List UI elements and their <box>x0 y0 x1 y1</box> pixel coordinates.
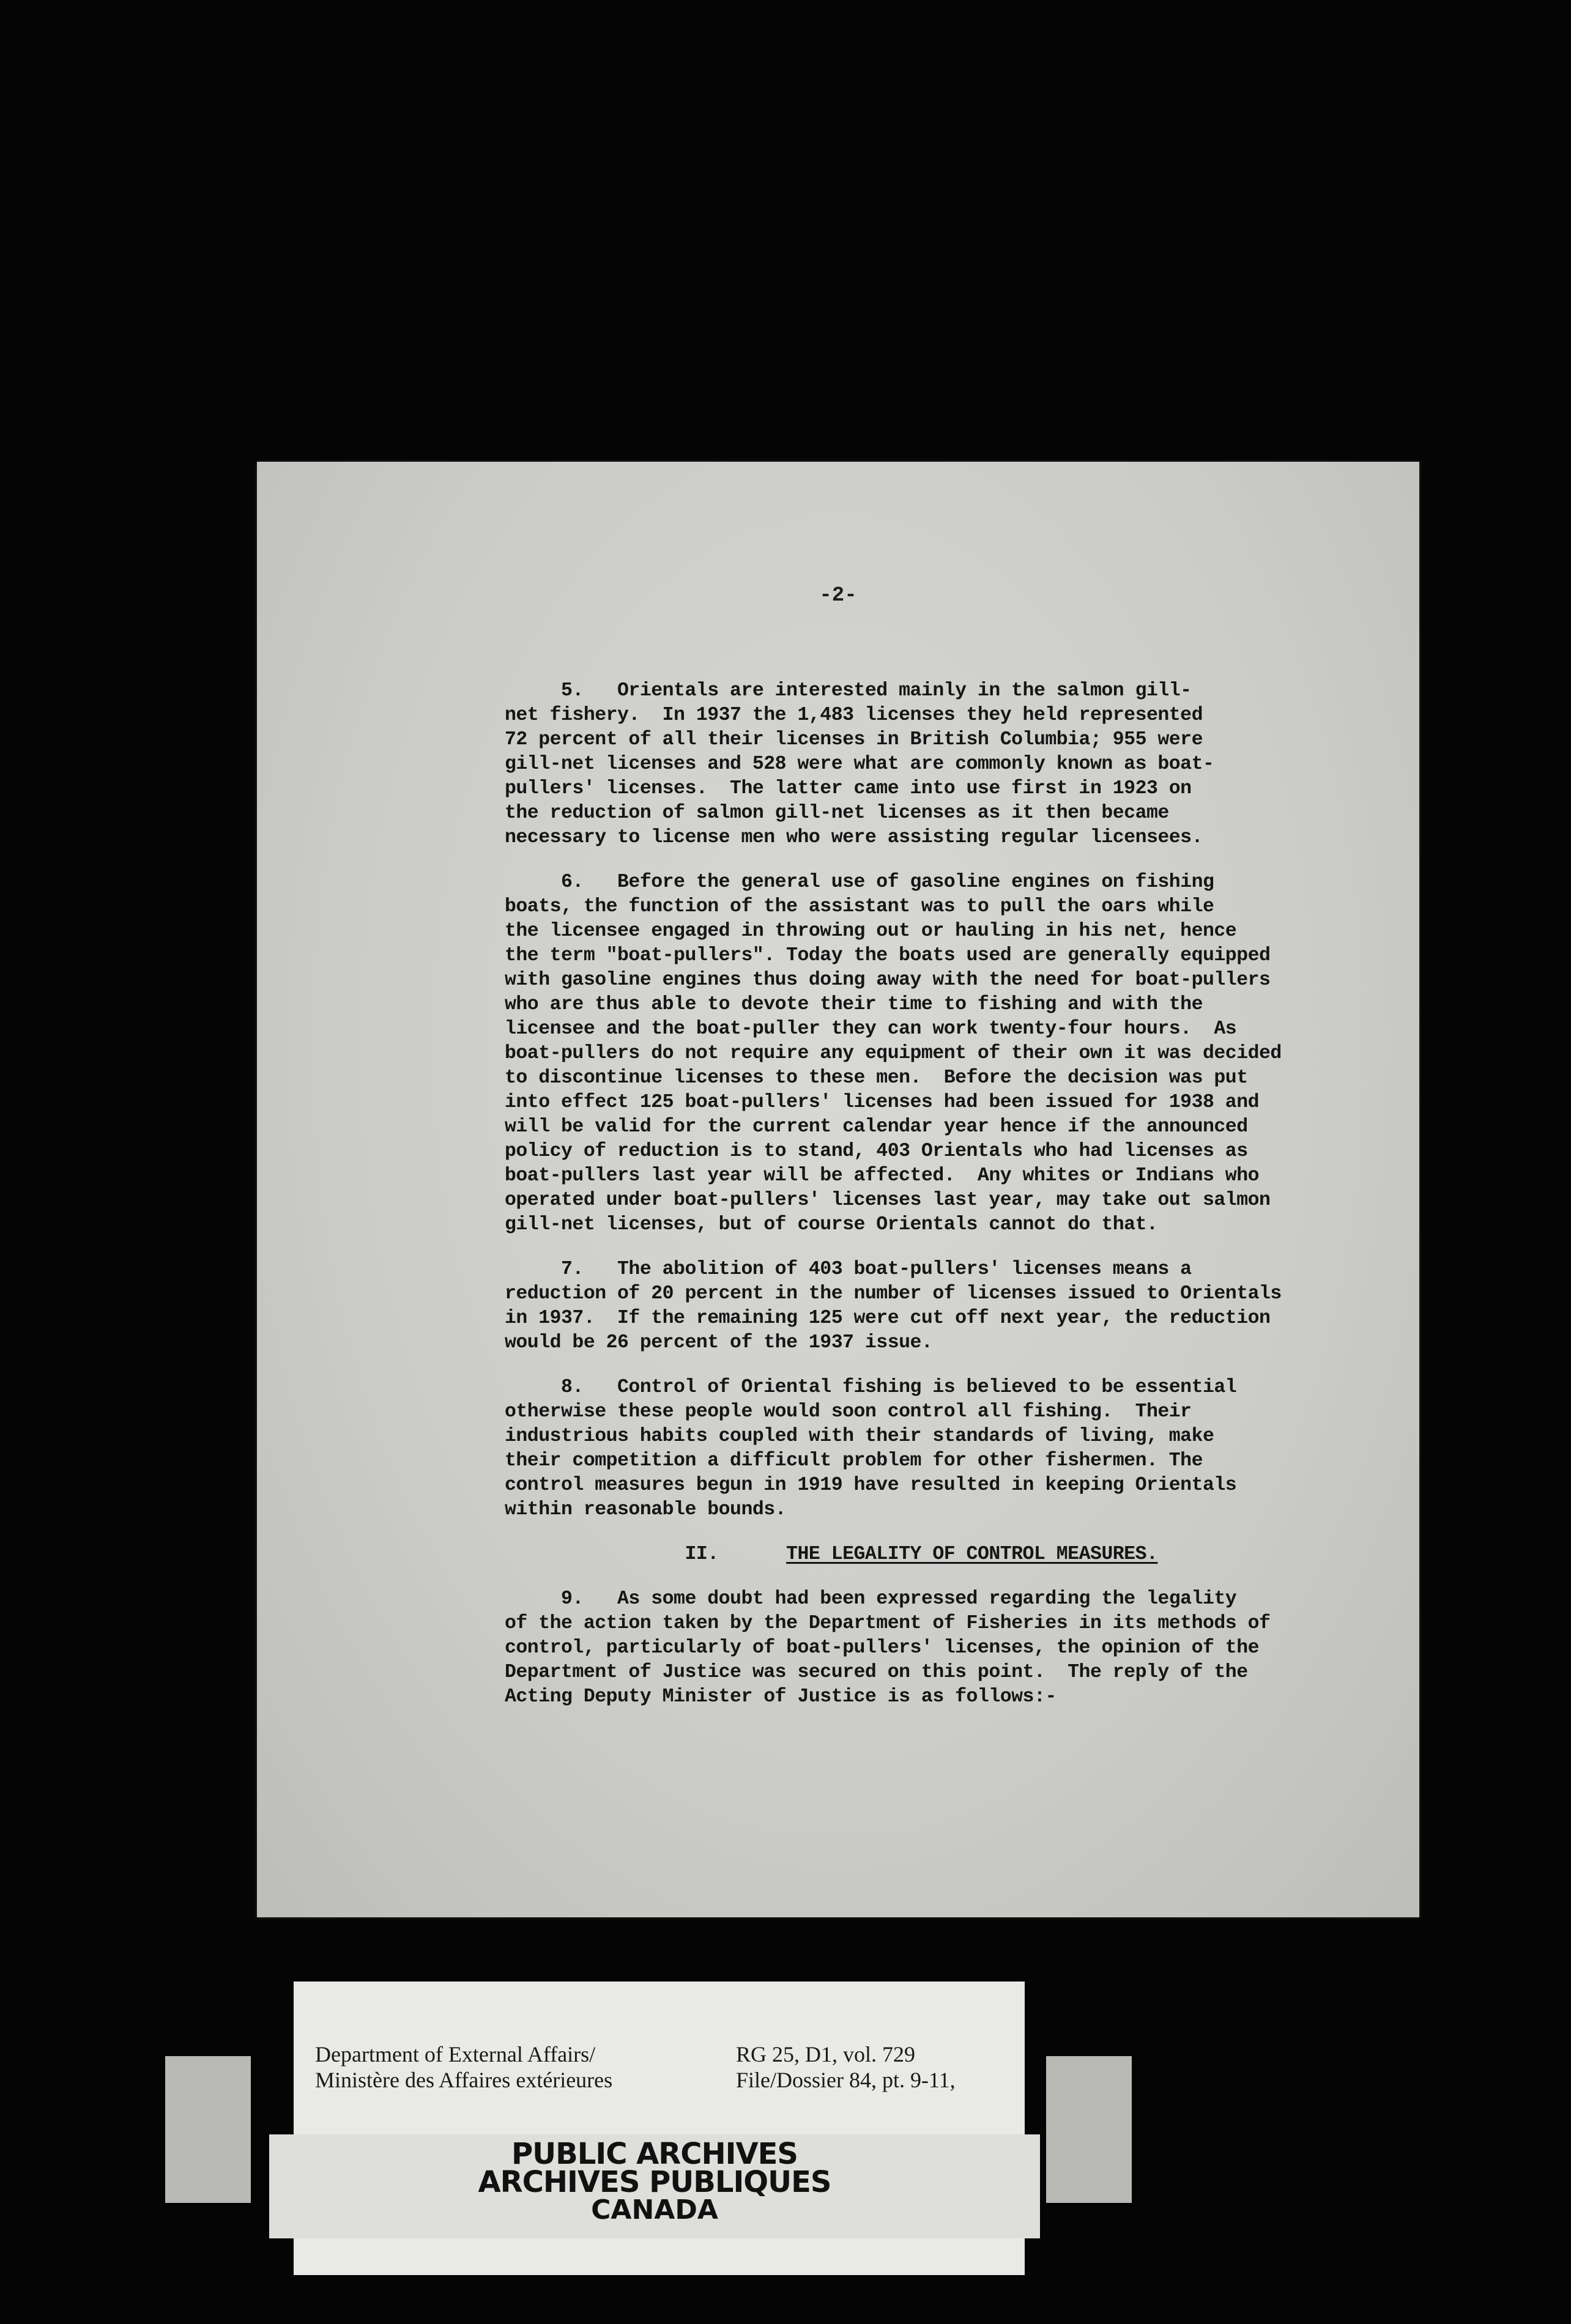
stamp-canada: CANADA <box>591 2194 718 2226</box>
text-line: 7. The abolition of 403 boat-pullers' licenses means a <box>505 1259 1192 1280</box>
text-line: 9. As some doubt had been expressed regarding the legality <box>505 1588 1237 1610</box>
text-line: industrious habits coupled with their standards of living, make <box>505 1426 1214 1447</box>
typed-document-page <box>257 462 1419 1917</box>
text-line: 72 percent of all their licenses in British Columbia; 955 were <box>505 729 1203 750</box>
paragraph-9 <box>505 1587 1422 1709</box>
stamp-archives-publiques: ARCHIVES PUBLIQUES <box>478 2165 831 2199</box>
text-line: the reduction of salmon gill-net licenses as it then became <box>505 802 1169 824</box>
text-line: boat-pullers do not require any equipment of their own it was decided <box>505 1043 1282 1064</box>
text-line: will be valid for the current calendar year hence if the announced <box>505 1116 1248 1138</box>
section-number: II. <box>685 1544 719 1565</box>
text-line: licensee and the boat-puller they can work twenty-four hours. As <box>505 1018 1237 1040</box>
text-line: otherwise these people would soon control all fishing. Their <box>505 1401 1192 1423</box>
text-line: the term "boat-pullers". Today the boats used are generally equipped <box>505 945 1271 966</box>
text-line: gill-net licenses and 528 were what are commonly known as boat- <box>505 753 1214 775</box>
text-line: 6. Before the general use of gasoline engines on fishing <box>505 871 1214 893</box>
text-line: policy of reduction is to stand, 403 Orientals who had licenses as <box>505 1141 1248 1162</box>
department-french: Ministère des Affaires extérieures <box>315 2068 613 2092</box>
text-line: with gasoline engines thus doing away with the need for boat-pullers <box>505 969 1271 991</box>
stamp-public-archives: PUBLIC ARCHIVES <box>511 2137 798 2171</box>
text-line: Acting Deputy Minister of Justice is as follows:- <box>505 1686 1057 1708</box>
text-line: would be 26 percent of the 1937 issue. <box>505 1332 933 1353</box>
text-line: the licensee engaged in throwing out or hauling in his net, hence <box>505 920 1237 942</box>
text-line: their competition a difficult problem for other fishermen. The <box>505 1450 1203 1471</box>
paragraph-8 <box>505 1375 1422 1522</box>
paragraph-5 <box>505 679 1422 850</box>
document-body <box>505 679 1422 1730</box>
text-line: 5. Orientals are interested mainly in the salmon gill- <box>505 680 1192 701</box>
text-line: into effect 125 boat-pullers' licenses had been issued for 1938 and <box>505 1092 1260 1113</box>
text-line: boats, the function of the assistant was to pull the oars while <box>505 896 1214 917</box>
text-line: in 1937. If the remaining 125 were cut off next year, the reduction <box>505 1308 1271 1329</box>
text-line: control measures begun in 1919 have resulted in keeping Orientals <box>505 1475 1237 1496</box>
text-line: within reasonable bounds. <box>505 1499 787 1520</box>
text-line: who are thus able to devote their time to fishing and with the <box>505 994 1203 1015</box>
section-heading <box>505 1542 1422 1567</box>
text-line: to discontinue licenses to these men. Before the decision was put <box>505 1067 1248 1089</box>
text-line: necessary to license men who were assisting regular licensees. <box>505 827 1203 848</box>
text-line: operated under boat-pullers' licenses last year, may take out salmon <box>505 1190 1271 1211</box>
paragraph-6 <box>505 870 1422 1237</box>
text-line: pullers' licenses. The latter came into use first in 1923 on <box>505 778 1192 799</box>
text-line: reduction of 20 percent in the number of licenses issued to Orientals <box>505 1283 1282 1304</box>
text-line: of the action taken by the Department of Fisheries in its methods of <box>505 1613 1271 1634</box>
text-line: net fishery. In 1937 the 1,483 licenses they held represented <box>505 705 1203 726</box>
text-line: gill-net licenses, but of course Orientals cannot do that. <box>505 1214 1158 1235</box>
text-line: Department of Justice was secured on this point. The reply of the <box>505 1662 1248 1683</box>
archive-file: File/Dossier 84, pt. 9-11, <box>736 2068 956 2092</box>
archive-reference: RG 25, D1, vol. 729 <box>736 2042 916 2067</box>
text-line: boat-pullers last year will be affected. Any whites or Indians who <box>505 1165 1260 1186</box>
page-number: -2- <box>819 584 857 607</box>
label-tab-right <box>1046 2056 1132 2203</box>
section-title: THE LEGALITY OF CONTROL MEASURES. <box>786 1544 1158 1565</box>
paragraph-7 <box>505 1257 1422 1355</box>
department-english: Department of External Affairs/ <box>315 2042 596 2067</box>
text-line: 8. Control of Oriental fishing is believed to be essential <box>505 1377 1237 1398</box>
label-tab-left <box>165 2056 251 2203</box>
text-line: control, particularly of boat-pullers' licenses, the opinion of the <box>505 1637 1260 1659</box>
